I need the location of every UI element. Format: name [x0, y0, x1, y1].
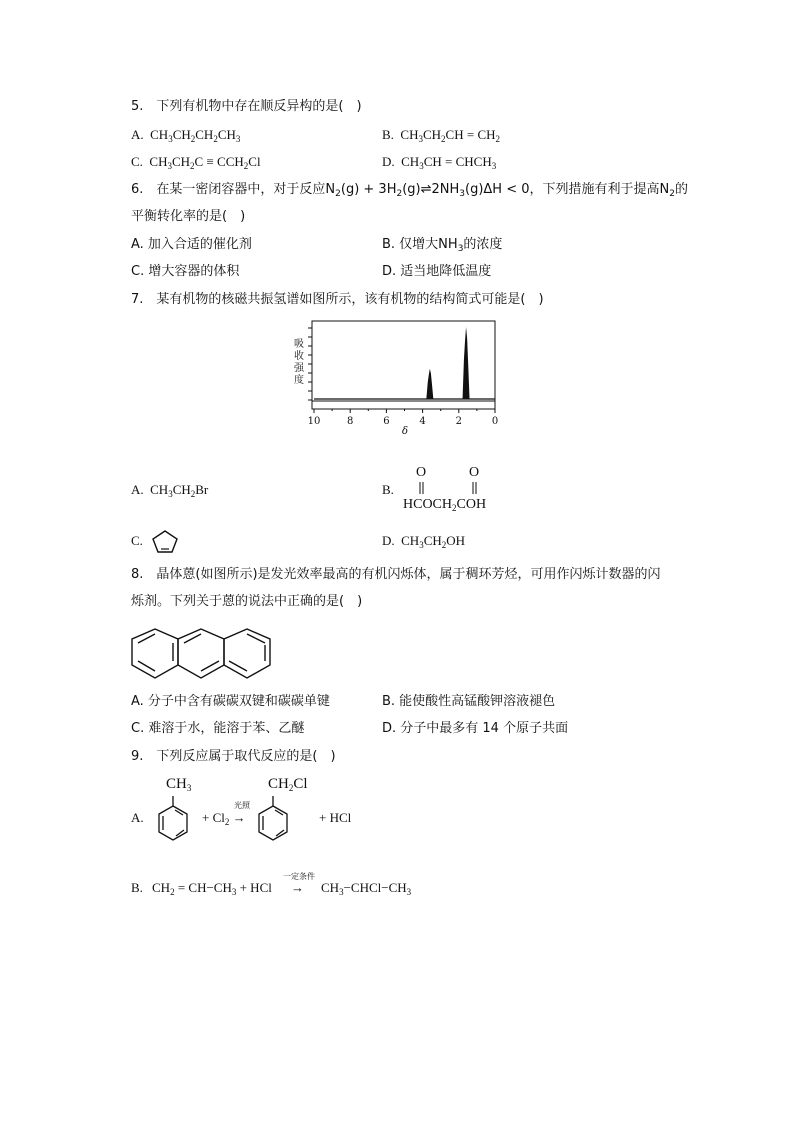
formula-part: Cl [293, 776, 308, 792]
q5-option-a: A. $CH_3CH_2CH_2CH_3$ [131, 127, 241, 144]
formula-part: + HCl [236, 880, 272, 895]
q7-option-b-label: B. [382, 482, 394, 497]
chloromethyl-group: $CH_2Cl$ [268, 776, 308, 793]
option-label: D. [382, 533, 395, 548]
q7-stem: 7. 某有机物的核磁共振氢谱如图所示，该有机物的结构简式可能是( ) [131, 292, 544, 307]
q6-option-a: A. 加入合适的催化剂 [131, 237, 252, 252]
condition-light: 光照 [234, 801, 250, 810]
q9-option-b-label: B. [131, 880, 143, 895]
condition-catalyst: 一定条件 [283, 872, 315, 881]
q8-option-d: D. 分子中最多有 14 个原子共面 [382, 721, 569, 736]
q9-option-b-product: $CH_3-CHCl-CH_3$ [321, 880, 412, 897]
q6-option-b-text: 的浓度 [463, 237, 503, 252]
q8-option-b: B. 能使酸性高锰酸钾溶液褪色 [382, 694, 556, 709]
formula-part: = CH−CH [174, 880, 232, 895]
q6-option-b: B. 仅增大$NH_3$的浓度 [382, 237, 503, 254]
carbonyl-o-1: O [416, 465, 427, 480]
q6-stem-part: 6. 在某一密闭容器中，对于反应N [131, 182, 336, 197]
x-tick-label: 2 [455, 416, 462, 427]
ylabel-char: 收 [294, 351, 304, 362]
x-tick-label: 8 [347, 416, 354, 427]
reagent-cl2: + $Cl_2$ → [202, 810, 246, 827]
q7-option-d: D. $CH_3CH_2OH$ [382, 533, 466, 550]
carbonyl-o-2: O [469, 465, 480, 480]
option-label: D. [382, 154, 395, 169]
q7-option-b-formula: $HCOCH_2COH$ [403, 497, 487, 513]
q7-option-a: A. $CH_3CH_2Br$ [131, 482, 209, 499]
q6-stem-part: (g)⇌2NH [402, 182, 460, 197]
formula-part: CH [321, 880, 340, 895]
x-axis-label: δ [402, 426, 409, 437]
ylabel-char: 度 [294, 375, 304, 386]
q9-stem: 9. 下列反应属于取代反应的是( ) [131, 749, 336, 764]
x-tick-label: 4 [419, 416, 426, 427]
q5-option-c: C. $CH_3CH_2C \equiv CCH_2Cl$ [131, 154, 261, 171]
q6-option-b-text: B. 仅增大NH [382, 237, 458, 252]
ylabel-char: 强 [294, 363, 304, 374]
formula-part: −CHCl−CH [343, 880, 407, 895]
formula-part: CH [166, 776, 187, 792]
q5-option-b: B. $CH_3CH_2CH = CH_2$ [382, 127, 500, 144]
q8-option-c: C. 难溶于水，能溶于苯、乙醚 [131, 721, 305, 736]
option-label: C. [131, 154, 143, 169]
q5-option-d: D. $CH_3CH$ = $CHCH_3$ [382, 154, 497, 171]
q6-stem-part: (g)ΔH < 0，下列措施有利于提高N [465, 182, 670, 197]
option-label: B. [382, 127, 394, 142]
formula-part: HCOCH [403, 497, 453, 512]
q5-stem: 5. 下列有机物中存在顺反异构的是( ) [131, 99, 362, 114]
x-tick-label: 0 [491, 416, 499, 427]
methyl-group: $CH_3$ [166, 776, 192, 793]
q8-option-a: A. 分子中含有碳碳双键和碳碳单键 [131, 694, 330, 709]
reaction-arrow: → [232, 810, 246, 825]
q6-stem-part: (g) + 3H [340, 182, 397, 197]
q6-stem-line2: 平衡转化率的是( ) [131, 209, 246, 224]
option-label: A. [131, 127, 144, 142]
formula-part: + Cl [202, 810, 225, 825]
reaction-arrow: → [291, 880, 304, 895]
product-hcl: + HCl [319, 810, 352, 825]
q6-stem-line1: 6. 在某一密闭容器中，对于反应$N_2(g)$ + $3H_2(g)\rightleftharpoons 2NH_3(g)\Delta H < 0$，下列措施有利于提高$N_2$的 [131, 182, 688, 199]
ylabel-char: 吸 [294, 339, 304, 350]
q8-stem-line1: 8. 晶体蒽(如图所示)是发光效率最高的有机闪烁体，属于稠环芳烃，可用作闪烁计数器的闪 [131, 567, 661, 582]
option-label: A. [131, 482, 144, 497]
q9-option-b-reactants: $CH_2 = CH-CH_3$ + HCl [152, 880, 272, 897]
q9-option-a-label: A. [131, 810, 144, 825]
formula-part: CH [152, 880, 171, 895]
formula-part: COH [456, 497, 487, 512]
formula-part: CH [268, 776, 289, 792]
q6-option-d: D. 适当地降低温度 [382, 264, 492, 279]
q7-option-c-label: C. [131, 533, 143, 548]
q6-option-c: C. 增大容器的体积 [131, 264, 240, 279]
x-tick-label: 10 [307, 416, 321, 427]
q8-stem-line2: 烁剂。下列关于蒽的说法中正确的是( ) [131, 594, 363, 609]
x-tick-label: 6 [383, 416, 390, 427]
